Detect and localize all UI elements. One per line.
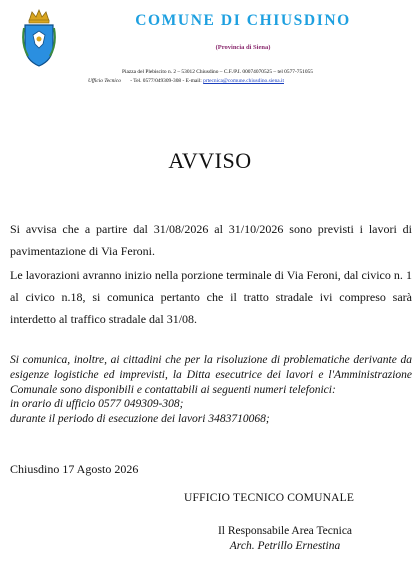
province-subtitle: (Provincia di Siena)	[215, 44, 271, 51]
contact-info-block	[10, 353, 412, 427]
office-email-link[interactable]: prtecnica@comune.chiusdino.siena.it	[203, 78, 284, 84]
municipality-title: COMUNE DI CHIUSDINO	[135, 12, 351, 29]
office-label: Ufficio Tecnico	[88, 78, 121, 84]
office-contacts-line	[88, 78, 284, 84]
office-contacts: - Tel. 0577/049309-308 - E-mail:	[130, 78, 204, 84]
signatory-name: Arch. Petrillo Ernestina	[229, 539, 341, 552]
notice-paragraph-2: Le lavorazioni avranno inizio nella porzione terminale di Via Feroni, dal civico n. 1 al civico n.18, si comunica pertanto che il tratto stradale ivi compreso sarà interdetto al traffico stradale dal 31/08.	[10, 268, 412, 326]
notice-paragraph-1: Si avvisa che a partire dal 31/08/2026 al 31/10/2026 sono previsti i lavori di pavimentazione di Via Feroni.	[10, 222, 412, 258]
office-hours-phone: in orario di ufficio 0577 049309-308;	[10, 398, 184, 411]
signatory-role: Il Responsabile Area Tecnica	[217, 525, 353, 537]
signature-block	[195, 524, 375, 553]
works-period-phone: durante il periodo di esecuzione dei lavori 3483710068;	[10, 413, 270, 426]
address-line: Piazza del Plebiscito n. 2 – 53012 Chiusdino – C.F./P.I. 00074070525 – tel 0577-751055	[122, 69, 313, 75]
contact-info-paragraph: Si comunica, inoltre, ai cittadini che per la risoluzione di problematiche derivante da esigenze logistiche ed imprevisti, la Ditta esecutrice dei lavori e l'Amministrazione Comunale sono disponibili e contattabili ai seguenti numeri telefonici:	[10, 354, 412, 396]
notice-heading: AVVISO	[168, 148, 252, 173]
crest-shield-icon	[20, 8, 58, 70]
notice-date: Chiusdino 17 Agosto 2026	[10, 462, 139, 476]
office-name: UFFICIO TECNICO COMUNALE	[184, 492, 355, 504]
